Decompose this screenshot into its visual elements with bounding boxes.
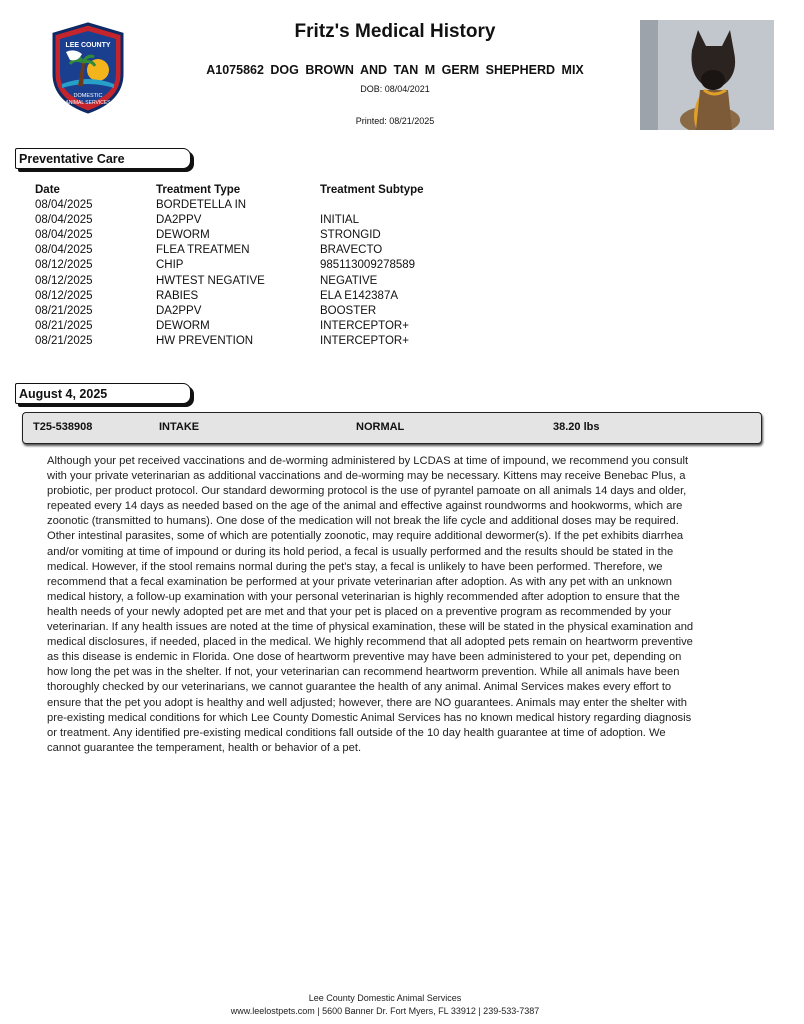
cell-type: DA2PPV [156, 304, 202, 317]
animal-summary: A1075862 DOG BROWN AND TAN M GERM SHEPHERD MIX [206, 63, 584, 77]
column-date: Date [35, 184, 60, 196]
cell-subtype: STRONGID [320, 229, 381, 242]
page-title: Fritz's Medical History [294, 21, 496, 42]
cell-type: CHIP [156, 259, 184, 272]
table-row [35, 228, 520, 243]
column-treatment-subtype: Treatment Subtype [320, 184, 424, 196]
cell-date: 08/12/2025 [35, 289, 93, 302]
cell-subtype: ELA E142387A [320, 289, 399, 302]
cell-subtype: INTERCEPTOR+ [320, 319, 409, 332]
cell-type: HWTEST NEGATIVE [156, 274, 265, 287]
column-treatment-type: Treatment Type [156, 184, 241, 196]
cell-date: 08/21/2025 [35, 319, 93, 332]
cell-date: 08/12/2025 [35, 274, 93, 287]
cell-subtype [320, 198, 520, 213]
table-row [35, 274, 520, 289]
cell-subtype: 985113009278589 [320, 259, 416, 272]
date-of-birth: DOB: 08/04/2021 [360, 84, 430, 94]
footer-org: Lee County Domestic Animal Services [308, 993, 462, 1003]
cell-date: 08/04/2025 [35, 229, 93, 242]
cell-subtype: BOOSTER [320, 304, 377, 317]
cell-subtype: INTERCEPTOR+ [320, 334, 409, 347]
table-row [35, 198, 520, 213]
medical-disclaimer: Although your pet received vaccinations and de-worming administered by LCDAS at time of impound, we recommend you consult with your private veterinarian as additional vaccinations and de-worming may be necessary. Kittens may receive Benebac Plus, a probiotic, per product protocol. Our standard deworming protocol is the use of pyrantel pamoate on all animals 14 days and older, repeated every 14 days as needed based on the age of the animal and effective against roundworms and hookworms, which are zoonotic (transmitted to humans). One dose of the medication will not break the life cycle and additional doses may be required. Other intestinal parasites, some of which are potentially zoonotic, may require additional dewormer(s). If the pet exhibits diarrhea and/or vomiting at time of impound or during its hold period, a fecal is usually performed and the results should be stated in the medical. However, if the stool remains normal during the pet's stay, a fecal is unlikely to have been performed. Therefore, we recommend that a fecal examination be performed at your private veterinarian after adoption. As with any pet with an unknown medical history, a follow-up examination with your personal veterinarian is highly recommended after adoption to ensure that the health needs of your newly adopted pet are met and that your pet is placed on a preventive program as recommended by your veterinarian. If any health issues are noted at the time of physical examination, these will be stated in the physical examination and medical disclosures, if needed, placed in the medical. We highly recommend that all adopted pets remain on heartworm preventive as this disease is endemic in Florida. One dose of heartworm preventive may have been administered to your pet, depending on how long the pet was in the shelter. If not, your veterinarian can recommend heartworm prevention. While all animals have been thoroughly checked by our veterinarians, we cannot guarantee the health of any animal. Animal Services makes every effort to ensure that the pet you adopt is healthy and well adjusted; however, there are NO guarantees. Animals may enter the shelter with pre-existing medical conditions for which Lee County Domestic Animal Services has no known medical history regarding diagnosis or treatment. Any identified pre-existing medical conditions fall outside of the 10 day health guarantee at time of adoption. We cannot guarantee the temperament, health or behavior of a pet. [47, 455, 694, 754]
table-row [35, 243, 520, 258]
visit-weight: 38.20 lbs [553, 421, 600, 433]
svg-text:ANIMAL SERVICES: ANIMAL SERVICES [65, 100, 111, 106]
cell-type: BORDETELLA IN [156, 199, 247, 212]
cell-date: 08/04/2025 [35, 199, 93, 212]
cell-date: 08/12/2025 [35, 259, 93, 272]
cell-type: HW PREVENTION [156, 334, 254, 347]
footer-contact: www.leelostpets.com | 5600 Banner Dr. Fort Myers, FL 33912 | 239-533-7387 [230, 1006, 540, 1016]
cell-type: DEWORM [156, 229, 210, 242]
cell-date: 08/21/2025 [35, 304, 93, 317]
cell-type: FLEA TREATMEN [156, 244, 250, 257]
visit-date-header: August 4, 2025 [15, 383, 191, 404]
visit-summary-bar [22, 412, 762, 444]
svg-text:DOMESTIC: DOMESTIC [73, 93, 103, 99]
cell-type: RABIES [156, 289, 199, 302]
visit-id: T25-538908 [33, 421, 93, 433]
preventative-care-table [35, 183, 520, 349]
table-row [35, 304, 520, 319]
cell-date: 08/04/2025 [35, 214, 93, 227]
svg-text:LEE COUNTY: LEE COUNTY [65, 42, 111, 49]
table-row [35, 258, 520, 273]
cell-date: 08/21/2025 [35, 334, 93, 347]
printed-date: Printed: 08/21/2025 [355, 116, 435, 126]
cell-type: DEWORM [156, 319, 210, 332]
cell-subtype: INITIAL [320, 214, 359, 227]
table-row [35, 334, 520, 349]
table-row [35, 213, 520, 228]
preventative-care-header: Preventative Care [15, 148, 191, 169]
visit-type: INTAKE [159, 421, 200, 433]
cell-subtype: BRAVECTO [320, 244, 383, 257]
cell-date: 08/04/2025 [35, 244, 93, 257]
table-row [35, 319, 520, 334]
table-header [35, 183, 520, 198]
table-row [35, 289, 520, 304]
visit-status: NORMAL [356, 421, 405, 433]
cell-subtype: NEGATIVE [320, 274, 378, 287]
cell-type: DA2PPV [156, 214, 202, 227]
